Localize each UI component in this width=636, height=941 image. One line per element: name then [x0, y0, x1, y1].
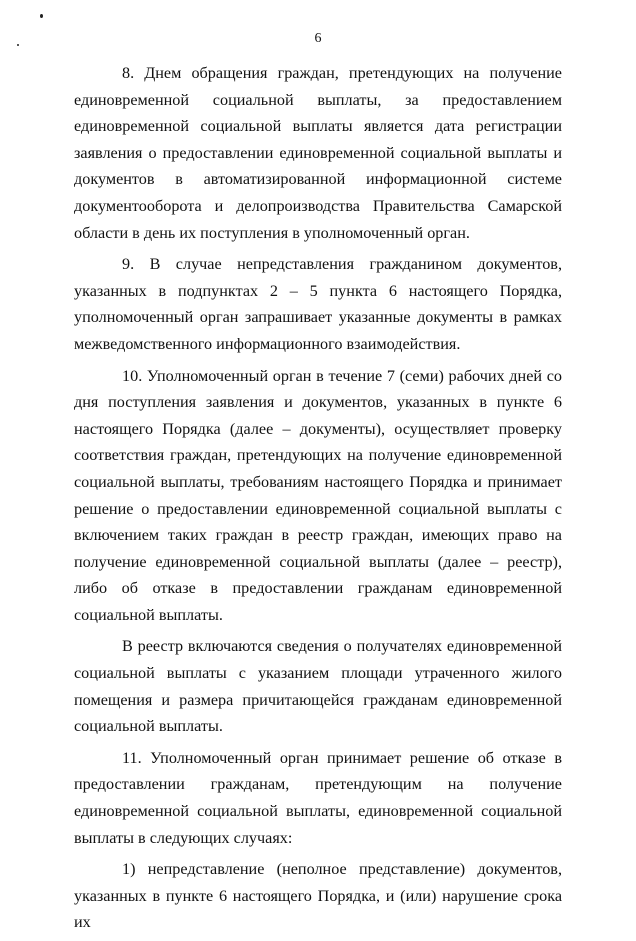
paragraph-registry: В реестр включаются сведения о получателях единовременной социальной выплаты с указанием площади утраченного жилого помещения и размера причитающейся гражданам единовременной социальной выплаты.	[74, 637, 562, 736]
paragraph-10: 10. Уполномоченный орган в течение 7 (семи) рабочих дней со дня поступления заявления и документов, указанных в пункте 6 настоящего Порядка (далее – документы), осуществляет проверку соответствия граждан, претендующих на получение единовременной социальной выплаты, требованиям настоящего Порядка и принимает решение о предоставлении единовременной социальной выплаты с включением таких граждан в реестр граждан, имеющих право на получение единовременной социальной выплаты (далее – реестр), либо об отказе в предоставлении гражданам единовременной социальной выплаты.	[74, 366, 562, 624]
page-number: 6	[314, 31, 322, 46]
list-item-1: 1) непредставление (неполное представление) документов, указанных в пункте 6 настоящего Порядка, и (или) нарушение срока их	[74, 860, 562, 932]
paragraph-8: 8. Днем обращения граждан, претендующих на получение единовременной социальной выплаты, за предоставлением единовременной социальной выплаты является дата регистрации заявления о предоставлении единовременной социальной выплаты и документов в автоматизированной информационной системе документооборота и делопроизводства Правительства Самарской области в день их поступления в уполномоченный орган.	[74, 64, 562, 242]
paragraph-9: 9. В случае непредставления гражданином документов, указанных в подпунктах 2 – 5 пункта 6 настоящего Порядка, уполномоченный орган запрашивает указанные документы в рамках межведомственного информационного взаимодействия.	[74, 255, 562, 353]
paragraph-11: 11. Уполномоченный орган принимает решение об отказе в предоставлении гражданам, претендующим на получение единовременной социальной выплаты, единовременной социальной выплаты в следующих случаях:	[74, 748, 562, 847]
document-body	[74, 60, 562, 941]
scan-speck	[40, 14, 43, 18]
